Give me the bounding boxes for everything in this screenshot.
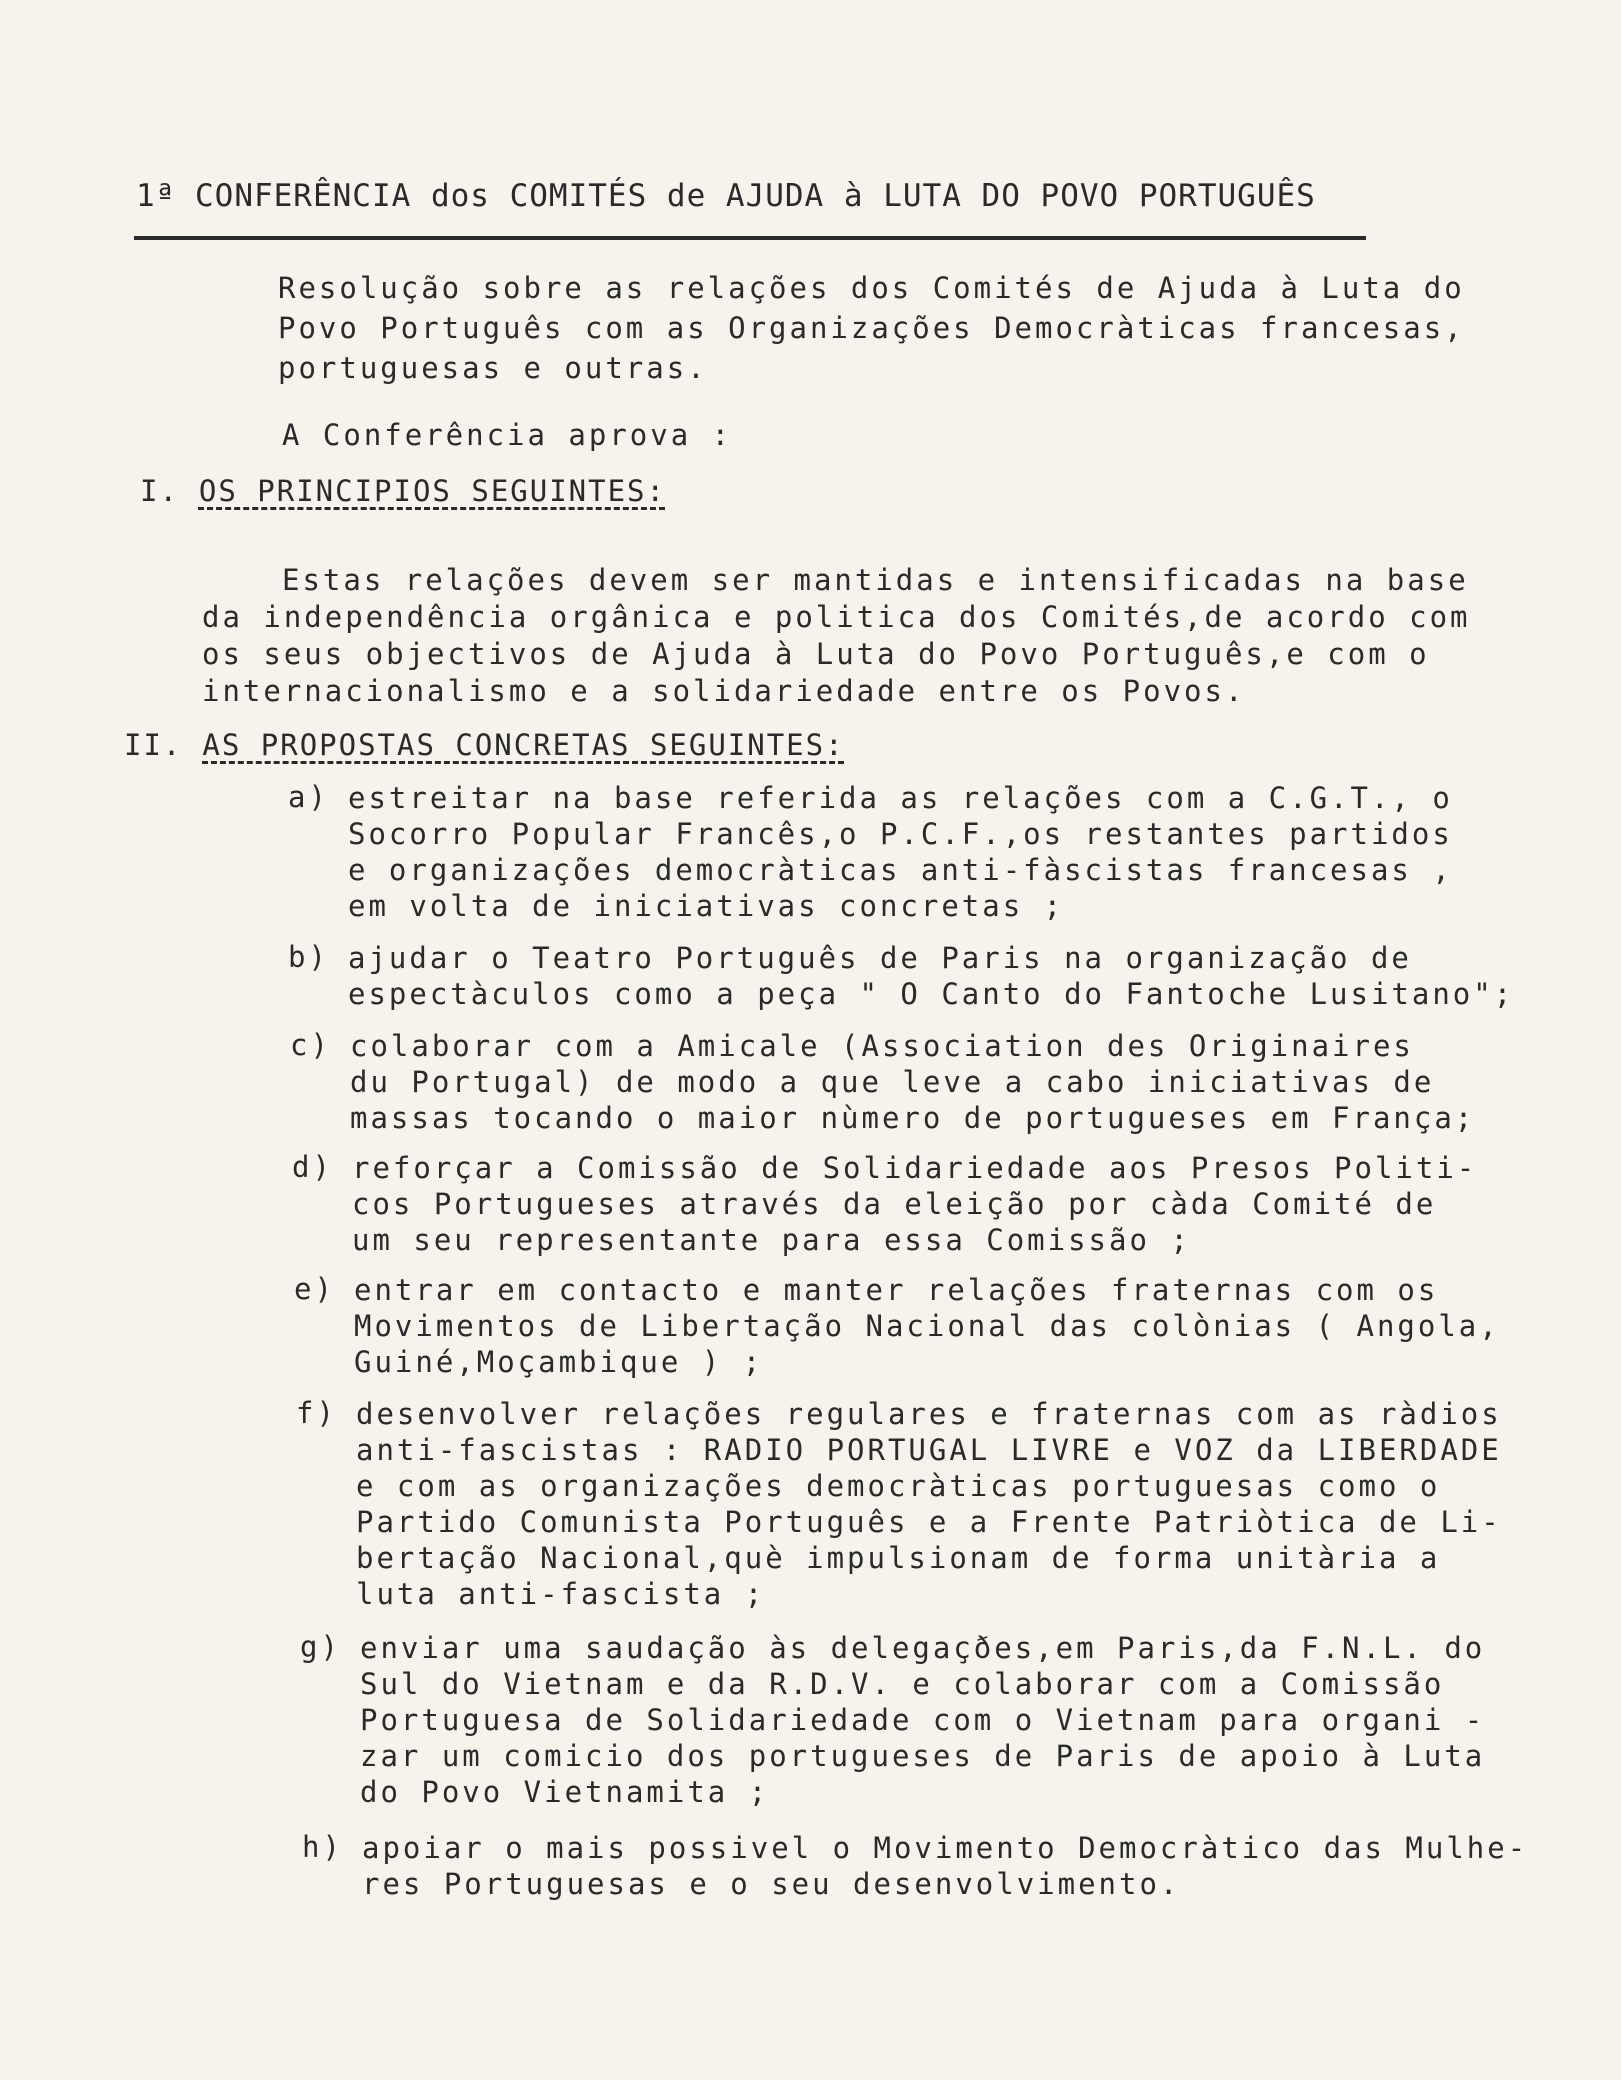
item-line: entrar em contacto e manter relações fraternas com os [354,1273,1439,1307]
item-line: desenvolver relações regulares e fraternas com as ràdios [356,1397,1502,1431]
item-line: anti-fascistas : RADIO PORTUGAL LIVRE e VOZ da LIBERDADE [356,1433,1502,1467]
proposal-item-b [288,940,1514,1012]
paragraph-line: Estas relações devem ser mantidas e intensificadas na base [282,563,1469,597]
item-label: h) [302,1830,343,1864]
conference-title: 1ª CONFERÊNCIA dos COMITÉS de AJUDA à LUTA DO POVO PORTUGUÊS [136,178,1316,214]
item-line: bertação Nacional,què impulsionam de forma unitària a [356,1541,1441,1575]
item-label: e) [294,1272,335,1306]
proposal-item-d [292,1150,1477,1258]
intro-line: Povo Português com as Organizações Democràticas francesas, [278,311,1465,345]
item-line: Portuguesa de Solidariedade com o Vietnam para organi - [360,1703,1486,1737]
paragraph-line: da independência orgânica e politica dos Comités,de acordo com [202,600,1471,634]
principles-paragraph [202,562,1502,710]
proposal-item-g [300,1630,1485,1810]
item-line: estreitar na base referida as relações com a C.G.T., o [348,781,1453,815]
item-line: ajudar o Teatro Português de Paris na organização de [348,941,1412,975]
item-line: zar um comicio dos portugueses de Paris de apoio à Luta [360,1739,1486,1773]
item-line: luta anti-fascista ; [356,1577,766,1611]
item-line: Movimentos de Libertação Nacional das colònias ( Angola, [354,1309,1500,1343]
item-label: c) [290,1028,331,1062]
item-line: em volta de iniciativas concretas ; [348,889,1065,923]
item-line: Socorro Popular Francês,o P.C.F.,os restantes partidos [348,817,1453,851]
item-label: a) [288,780,329,814]
item-line: Guiné,Moçambique ) ; [354,1345,764,1379]
section-title: AS PROPOSTAS CONCRETAS SEGUINTES: [202,728,845,762]
item-line: e com as organizações democràticas portuguesas como o [356,1469,1441,1503]
item-line: enviar uma saudação às delegaçðes,em Paris,da F.N.L. do [360,1631,1486,1665]
item-line: massas tocando o maior nùmero de portugueses em França; [350,1101,1476,1135]
item-label: g) [300,1630,341,1664]
item-line: colaborar com a Amicale (Association des Originaires [350,1029,1414,1063]
item-line: du Portugal) de modo a que leve a cabo iniciativas de [350,1065,1435,1099]
item-line: do Povo Vietnamita ; [360,1775,770,1809]
item-label: b) [288,940,329,974]
item-line: cos Portugueses através da eleição por càda Comité de [352,1187,1437,1221]
item-line: Sul do Vietnam e da R.D.V. e colaborar com a Comissão [360,1667,1445,1701]
resolution-intro [278,268,1478,388]
section-numeral: II. [124,728,183,762]
intro-line: Resolução sobre as relações dos Comités de Ajuda à Luta do [278,271,1465,305]
item-line: reforçar a Comissão de Solidariedade aos Presos Politi- [352,1151,1478,1185]
intro-line: portuguesas e outras. [278,351,708,385]
item-label: f) [296,1396,337,1430]
title-underline [134,236,1366,240]
paragraph-line: os seus objectivos de Ajuda à Luta do Povo Português,e com o [202,637,1430,671]
conference-approves: A Conferência aprova : [282,418,733,452]
proposal-item-e [294,1272,1500,1380]
item-line: espectàculos como a peça " O Canto do Fantoche Lusitano"; [348,977,1515,1011]
item-line: Partido Comunista Português e a Frente Patriòtica de Li- [356,1505,1502,1539]
section-title: OS PRINCIPIOS SEGUINTES: [198,474,666,508]
proposal-item-a [288,780,1453,924]
item-label: d) [292,1150,333,1184]
item-line: res Portuguesas e o seu desenvolvimento. [362,1867,1181,1901]
proposal-item-h [302,1830,1528,1902]
item-line: apoiar o mais possivel o Movimento Democràtico das Mulhe- [362,1831,1529,1865]
item-line: um seu representante para essa Comissão ; [352,1223,1191,1257]
paragraph-line: internacionalismo e a solidariedade entre os Povos. [202,674,1246,708]
section-1-heading [140,474,666,508]
section-2-heading [124,728,845,762]
proposal-item-f [296,1396,1502,1612]
item-line: e organizações democràticas anti-fàscistas francesas , [348,853,1453,887]
section-numeral: I. [140,474,179,508]
proposal-item-c [290,1028,1475,1136]
